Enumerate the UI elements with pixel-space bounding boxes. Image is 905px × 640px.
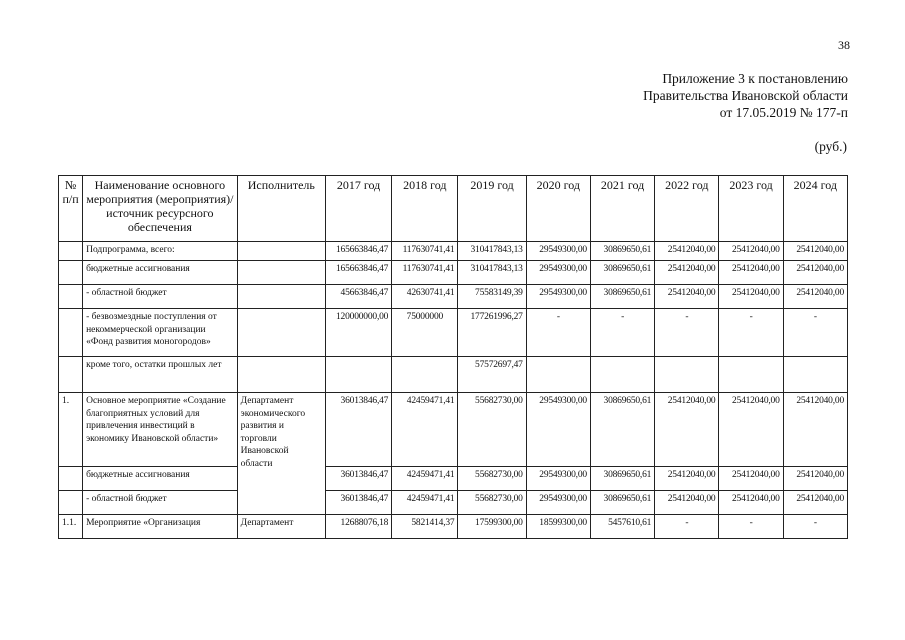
row-value: 25412040,00 [655, 242, 719, 261]
row-name: бюджетные ассигнования [83, 261, 238, 285]
currency-unit: (руб.) [814, 139, 847, 154]
row-executor [237, 242, 325, 261]
row-value: 17599300,00 [458, 515, 526, 539]
row-value [783, 357, 847, 393]
row-num [59, 467, 83, 491]
row-value: - [655, 515, 719, 539]
row-executor: Департамент [237, 515, 325, 539]
row-value: 29549300,00 [526, 261, 590, 285]
row-value: 57572697,47 [458, 357, 526, 393]
row-value: 29549300,00 [526, 393, 590, 467]
row-value [526, 357, 590, 393]
row-executor [237, 285, 325, 309]
row-value: 25412040,00 [719, 285, 783, 309]
row-value: 25412040,00 [719, 261, 783, 285]
table-row [59, 357, 848, 393]
header-year: 2020 год [526, 176, 590, 242]
table-row [59, 491, 848, 515]
appendix-line-2: Правительства Ивановской области [643, 88, 848, 103]
row-value: 55682730,00 [458, 467, 526, 491]
table-row [59, 261, 848, 285]
row-value: 30869650,61 [590, 393, 654, 467]
row-value [325, 357, 391, 393]
row-value: 177261996,27 [458, 309, 526, 357]
row-executor: Департамент экономического развития и торговли Ивановской области [237, 393, 325, 515]
row-name: - областной бюджет [83, 491, 238, 515]
row-value: 36013846,47 [325, 467, 391, 491]
row-value: 30869650,61 [590, 242, 654, 261]
row-value: - [783, 309, 847, 357]
row-num [59, 491, 83, 515]
row-value: - [526, 309, 590, 357]
row-value: 25412040,00 [783, 393, 847, 467]
row-num [59, 309, 83, 357]
row-name: кроме того, остатки прошлых лет [83, 357, 238, 393]
row-value: 42459471,41 [392, 393, 458, 467]
row-value: 25412040,00 [783, 491, 847, 515]
row-value: - [719, 515, 783, 539]
page-number: 38 [838, 38, 850, 52]
row-value: 42459471,41 [392, 467, 458, 491]
row-value: 165663846,47 [325, 261, 391, 285]
header-name: Наименование основного мероприятия (мероприятия)/источник ресурсного обеспечения [83, 176, 238, 242]
row-num: 1. [59, 393, 83, 467]
row-value: 25412040,00 [655, 467, 719, 491]
row-num: 1.1. [59, 515, 83, 539]
row-name: бюджетные ассигнования [83, 467, 238, 491]
row-value: 5821414,37 [392, 515, 458, 539]
row-name: - областной бюджет [83, 285, 238, 309]
row-value: 25412040,00 [783, 261, 847, 285]
row-name: Мероприятие «Организация [83, 515, 238, 539]
row-value: 25412040,00 [783, 285, 847, 309]
row-value: 25412040,00 [719, 242, 783, 261]
row-num [59, 261, 83, 285]
appendix-header [643, 70, 848, 121]
row-executor [237, 309, 325, 357]
row-value: 42459471,41 [392, 491, 458, 515]
row-value: 25412040,00 [783, 242, 847, 261]
row-value: 25412040,00 [655, 393, 719, 467]
row-value: 25412040,00 [655, 285, 719, 309]
row-num [59, 242, 83, 261]
row-value: - [590, 309, 654, 357]
table-row [59, 242, 848, 261]
header-year: 2019 год [458, 176, 526, 242]
row-value: 29549300,00 [526, 285, 590, 309]
row-num [59, 285, 83, 309]
header-year: 2021 год [590, 176, 654, 242]
table-row [59, 467, 848, 491]
header-year: 2018 год [392, 176, 458, 242]
row-value: - [783, 515, 847, 539]
budget-table [58, 175, 848, 539]
row-value: 25412040,00 [719, 491, 783, 515]
row-executor [237, 357, 325, 393]
table-row [59, 309, 848, 357]
row-value: 30869650,61 [590, 467, 654, 491]
header-year: 2017 год [325, 176, 391, 242]
row-value: 117630741,41 [392, 242, 458, 261]
row-value: 310417843,13 [458, 261, 526, 285]
table-row [59, 393, 848, 467]
row-value: 310417843,13 [458, 242, 526, 261]
header-num: № п/п [59, 176, 83, 242]
row-value: 120000000,00 [325, 309, 391, 357]
row-value: 25412040,00 [719, 467, 783, 491]
row-value: 25412040,00 [655, 261, 719, 285]
row-executor [237, 261, 325, 285]
row-value: 30869650,61 [590, 261, 654, 285]
appendix-line-1: Приложение 3 к постановлению [662, 71, 848, 86]
row-name: - безвозмездные поступления от некоммерческой организации «Фонд развития моногородов» [83, 309, 238, 357]
row-value: 25412040,00 [655, 491, 719, 515]
row-value: 5457610,61 [590, 515, 654, 539]
row-value: 25412040,00 [719, 393, 783, 467]
row-value: 29549300,00 [526, 242, 590, 261]
row-value: 42630741,41 [392, 285, 458, 309]
row-value: 165663846,47 [325, 242, 391, 261]
row-value: 29549300,00 [526, 491, 590, 515]
table-header-row [59, 176, 848, 242]
table-row [59, 285, 848, 309]
row-value: 30869650,61 [590, 491, 654, 515]
row-value: 55682730,00 [458, 491, 526, 515]
row-value: 30869650,61 [590, 285, 654, 309]
row-value [590, 357, 654, 393]
row-value: 45663846,47 [325, 285, 391, 309]
appendix-line-3: от 17.05.2019 № 177-п [719, 105, 848, 120]
header-year: 2024 год [783, 176, 847, 242]
header-year: 2023 год [719, 176, 783, 242]
row-value: 25412040,00 [783, 467, 847, 491]
row-value: 75583149,39 [458, 285, 526, 309]
row-value: - [719, 309, 783, 357]
row-name: Подпрограмма, всего: [83, 242, 238, 261]
row-name: Основное мероприятие «Создание благоприятных условий для привлечения инвестиций в экономику Ивановской области» [83, 393, 238, 467]
row-value [719, 357, 783, 393]
row-value: 36013846,47 [325, 393, 391, 467]
row-value: 29549300,00 [526, 467, 590, 491]
row-value: - [655, 309, 719, 357]
table-row [59, 515, 848, 539]
row-value [392, 357, 458, 393]
row-value: 55682730,00 [458, 393, 526, 467]
header-executor: Исполнитель [237, 176, 325, 242]
row-value: 18599300,00 [526, 515, 590, 539]
row-value: 36013846,47 [325, 491, 391, 515]
row-value: 75000000 [392, 309, 458, 357]
header-year: 2022 год [655, 176, 719, 242]
row-value: 12688076,18 [325, 515, 391, 539]
row-num [59, 357, 83, 393]
row-value [655, 357, 719, 393]
row-value: 117630741,41 [392, 261, 458, 285]
